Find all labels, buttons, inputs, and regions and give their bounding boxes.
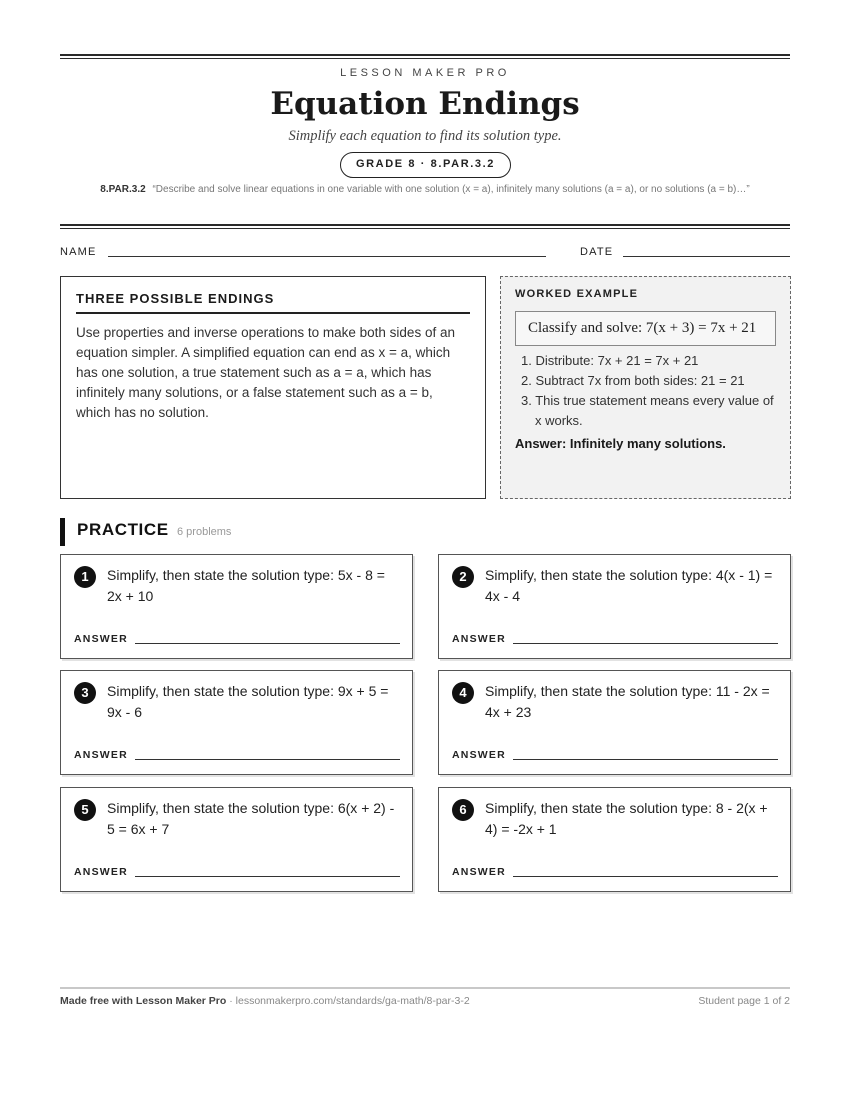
problem-card-5 (60, 787, 413, 892)
grade-badge: GRADE 8 · 8.PAR.3.2 (340, 152, 511, 178)
header-bottom-rule (60, 224, 790, 229)
problem-text: Simplify, then state the solution type: 9x + 5 = 9x - 6 (107, 683, 389, 720)
answer-label: ANSWER (74, 633, 128, 645)
intro-body: Use properties and inverse operations to make both sides of an equation simpler. A simplified equation can end as x = a, which has one solution, a true statement such as a = a, which has infinitely many solutions, or a false statement such as a = b, which has no solution. (76, 325, 455, 420)
worked-example-heading: WORKED EXAMPLE (515, 288, 639, 300)
header-top-rule (60, 54, 790, 59)
answer-field[interactable] (513, 643, 778, 644)
worked-example-step: 1. Distribute: 7x + 21 = 7x + 21 (521, 353, 699, 368)
practice-accent-bar (60, 518, 65, 546)
footer-rule (60, 987, 790, 989)
footer-separator: · (226, 995, 236, 1007)
problem-card-6 (438, 787, 791, 892)
problem-number-badge: 5 (74, 799, 96, 821)
worked-example-box (500, 276, 791, 499)
footer-page-number: Student page 1 of 2 (698, 995, 790, 1007)
problem-card-2 (438, 554, 791, 659)
standard-text: “Describe and solve linear equations in one variable with one solution (x = a), infinitely many solutions (a = a), or no solutions (a = b)…” (152, 184, 750, 195)
date-field[interactable] (623, 256, 790, 257)
answer-field[interactable] (135, 759, 400, 760)
problem-number-badge: 6 (452, 799, 474, 821)
worked-example-answer: Answer: Infinitely many solutions. (515, 436, 726, 451)
problem-number-badge: 4 (452, 682, 474, 704)
answer-field[interactable] (513, 759, 778, 760)
footer-url[interactable]: lessonmakerpro.com/standards/ga-math/8-par-3-2 (235, 995, 470, 1007)
problem-number-badge: 2 (452, 566, 474, 588)
answer-label: ANSWER (452, 633, 506, 645)
worked-example-steps (515, 351, 776, 431)
worked-example-problem: Classify and solve: 7(x + 3) = 7x + 21 (515, 311, 776, 346)
answer-label: ANSWER (452, 866, 506, 878)
worked-example-step: 2. Subtract 7x from both sides: 21 = 21 (521, 373, 745, 388)
problem-card-1 (60, 554, 413, 659)
problem-card-3 (60, 670, 413, 775)
problem-text: Simplify, then state the solution type: 5x - 8 = 2x + 10 (107, 567, 385, 604)
answer-field[interactable] (135, 876, 400, 877)
intro-heading: THREE POSSIBLE ENDINGS (76, 291, 470, 314)
practice-heading: PRACTICE (77, 520, 169, 539)
standard-code: 8.PAR.3.2 (100, 184, 146, 195)
answer-field[interactable] (513, 876, 778, 877)
problem-card-4 (438, 670, 791, 775)
footer-credit (60, 995, 470, 1007)
problem-text: Simplify, then state the solution type: 6(x + 2) - 5 = 6x + 7 (107, 800, 395, 837)
worked-example-step: 3. This true statement means every value of x works. (521, 393, 774, 428)
footer-made-with: Made free with Lesson Maker Pro (60, 995, 227, 1007)
answer-label: ANSWER (452, 749, 506, 761)
problem-text: Simplify, then state the solution type: 8 - 2(x + 4) = -2x + 1 (485, 800, 768, 837)
answer-label: ANSWER (74, 749, 128, 761)
date-label: DATE (580, 246, 614, 258)
page-title: Equation Endings (270, 86, 580, 122)
answer-field[interactable] (135, 643, 400, 644)
problem-number-badge: 1 (74, 566, 96, 588)
practice-count: 6 problems (177, 526, 232, 538)
answer-label: ANSWER (74, 866, 128, 878)
brand-name: LESSON MAKER PRO (340, 67, 510, 79)
problem-number-badge: 3 (74, 682, 96, 704)
standard-statement (68, 182, 782, 197)
problem-text: Simplify, then state the solution type: 11 - 2x = 4x + 23 (485, 683, 770, 720)
name-field[interactable] (108, 256, 546, 257)
page-subtitle: Simplify each equation to find its solution type. (288, 128, 562, 144)
name-label: NAME (60, 246, 97, 258)
problem-text: Simplify, then state the solution type: 4(x - 1) = 4x - 4 (485, 567, 773, 604)
intro-box (60, 276, 486, 499)
